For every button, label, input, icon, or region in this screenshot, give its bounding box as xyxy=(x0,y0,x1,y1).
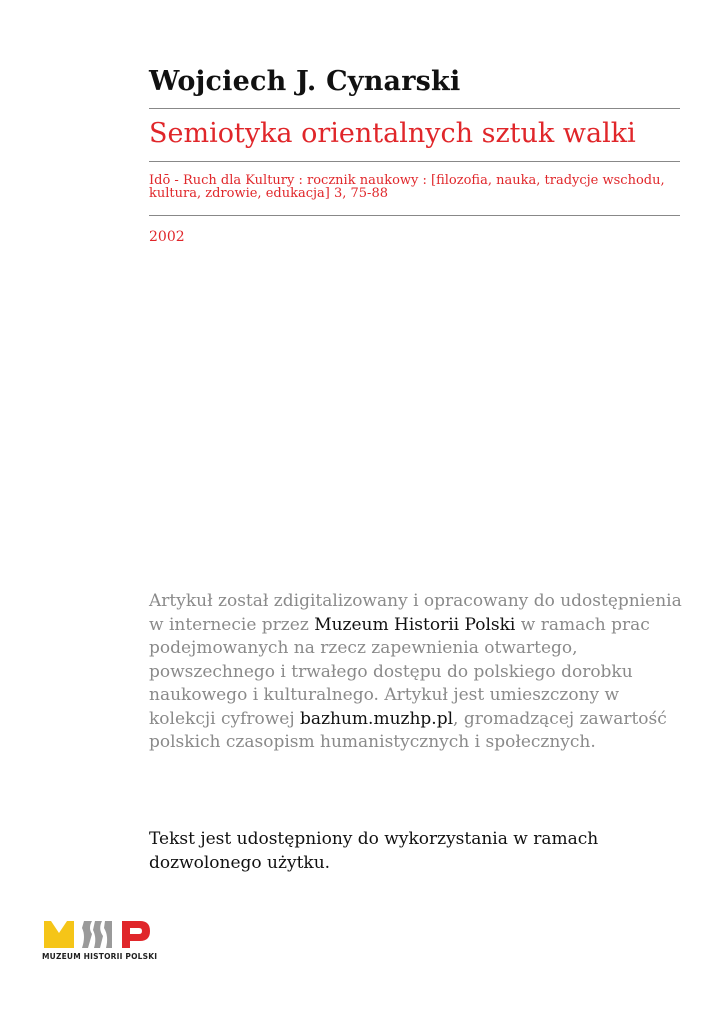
usage-notice: Tekst jest udostępniony do wykorzystania w ramach dozwolonego użytku. xyxy=(149,829,599,873)
logo-caption: MUZEUM HISTORII POLSKI xyxy=(42,952,158,961)
collection-link[interactable]: bazhum.muzhp.pl xyxy=(300,708,454,729)
divider xyxy=(149,161,680,162)
logo-p-mark xyxy=(122,921,150,948)
notice-text: , gromadzącej zawartość polskich czasopism humanistycznych i społecznych. xyxy=(149,708,667,752)
author-name: Wojciech J. Cynarski xyxy=(149,66,461,97)
museum-name: Muzeum Historii Polski xyxy=(314,614,516,635)
digitization-notice xyxy=(149,590,689,755)
article-title: Semiotyka orientalnych sztuk walki xyxy=(149,118,636,149)
notice-text: w ramach prac podejmowanych na rzecz zapewnienia otwartego, powszechnego i trwałego dostępu do polskiego dorobku naukowego i kulturalnego. Artykuł jest umieszczony w kolekcji cyfrowej xyxy=(149,614,650,729)
logo-h-mark xyxy=(82,921,112,948)
notice-text: Artykuł został zdigitalizowany i opracowany do udostępnienia w internecie przez xyxy=(149,591,682,635)
divider xyxy=(149,108,680,109)
source-citation: Idō - Ruch dla Kultury : rocznik naukowy : [filozofia, nauka, tradycje wschodu, kultura, zdrowie, edukacja] 3, 75-88 xyxy=(149,173,665,201)
divider xyxy=(149,215,680,216)
logo-m-mark xyxy=(44,921,74,948)
publication-year: 2002 xyxy=(149,229,185,245)
